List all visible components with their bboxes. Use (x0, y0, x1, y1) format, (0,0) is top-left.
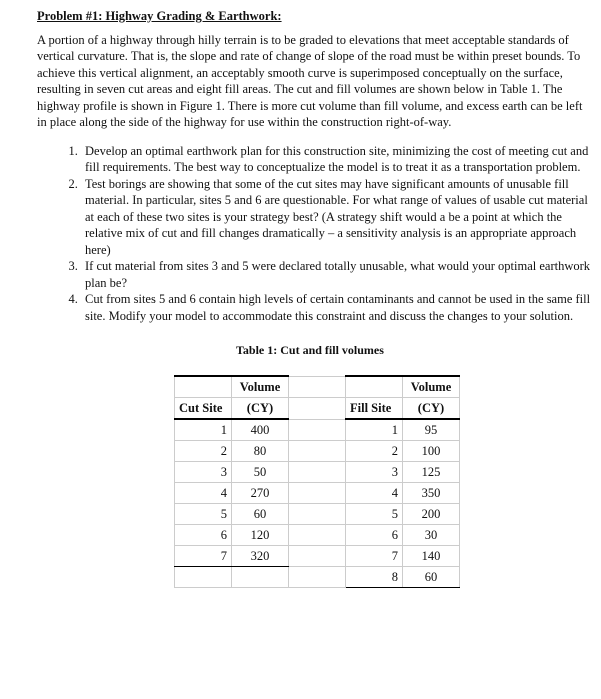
table-row (175, 483, 460, 504)
table-header-row (175, 398, 460, 420)
cut-site-cell (175, 567, 232, 588)
cut-volume-cell: 80 (232, 441, 289, 462)
fill-site-cell: 7 (346, 546, 403, 567)
question-list (37, 143, 593, 325)
fill-volume-cell: 125 (403, 462, 460, 483)
table-row (175, 567, 460, 588)
header-cell: Volume (403, 376, 460, 398)
cut-site-cell: 7 (175, 546, 232, 567)
cut-site-cell: 1 (175, 419, 232, 441)
cut-site-cell: 4 (175, 483, 232, 504)
fill-volume-cell: 60 (403, 567, 460, 588)
fill-site-cell: 3 (346, 462, 403, 483)
fill-volume-cell: 30 (403, 525, 460, 546)
fill-volume-cell: 350 (403, 483, 460, 504)
table-row (175, 525, 460, 546)
table-row (175, 546, 460, 567)
cut-volume-cell: 270 (232, 483, 289, 504)
cut-volume-cell: 60 (232, 504, 289, 525)
cut-site-cell: 6 (175, 525, 232, 546)
cut-volume-cell: 50 (232, 462, 289, 483)
gap-cell (289, 483, 346, 504)
gap-cell (289, 546, 346, 567)
cut-volume-cell (232, 567, 289, 588)
fill-volume-cell: 140 (403, 546, 460, 567)
fill-site-header: Fill Site (346, 398, 403, 420)
intro-paragraph: A portion of a highway through hilly terrain is to be graded to elevations that meet acceptable standards of vertical curvature. That is, the slope and rate of change of slope of the road must be within preset bounds. To achieve this vertical alignment, an acceptably smooth curve is superimposed conceptually on the surface, resulting in seven cut areas and eight fill areas. The cut and fill volumes are shown below in Table 1. The highway profile is shown in Figure 1. There is more cut volume than fill volume, and excess earth can be left in place along the side of the highway for use within the construction right-of-way. (37, 32, 583, 129)
fill-site-cell: 1 (346, 419, 403, 441)
question-item: 3. If cut material from sites 3 and 5 were declared totally unusable, what would your optimal earthwork plan be? (81, 258, 593, 291)
cut-site-cell: 3 (175, 462, 232, 483)
question-item: 1. Develop an optimal earthwork plan for this construction site, minimizing the cost of meeting cut and fill requirements. The best way to conceptualize the model is to treat it as a transportation problem. (81, 143, 593, 176)
gap-cell (289, 441, 346, 462)
fill-site-cell: 4 (346, 483, 403, 504)
fill-site-cell: 5 (346, 504, 403, 525)
table-row (175, 441, 460, 462)
fill-site-cell: 6 (346, 525, 403, 546)
header-cell: Volume (232, 376, 289, 398)
gap-cell (289, 504, 346, 525)
gap-cell (289, 567, 346, 588)
cut-site-cell: 5 (175, 504, 232, 525)
table-row (175, 504, 460, 525)
table-row (175, 462, 460, 483)
header-cell (175, 376, 232, 398)
header-cell (346, 376, 403, 398)
problem-title: Problem #1: Highway Grading & Earthwork: (37, 9, 282, 23)
table-header-row (175, 376, 460, 398)
fill-volume-cell: 95 (403, 419, 460, 441)
cut-site-cell: 2 (175, 441, 232, 462)
gap-cell (289, 376, 346, 398)
cut-fill-table (174, 375, 460, 588)
fill-volume-header: (CY) (403, 398, 460, 420)
cut-volume-cell: 400 (232, 419, 289, 441)
fill-site-cell: 2 (346, 441, 403, 462)
cut-volume-header: (CY) (232, 398, 289, 420)
fill-site-cell: 8 (346, 567, 403, 588)
gap-cell (289, 525, 346, 546)
question-item: 2. Test borings are showing that some of the cut sites may have significant amounts of unusable fill material. In particular, sites 5 and 6 are questionable. For what range of values of usable cut material at each of these two sites is your strategy best? (A strategy shift would a be a point at which the relative mix of cut and fill changes dramatically – a sensitivity analysis is an appropriate approach here) (81, 176, 593, 259)
cut-volume-cell: 320 (232, 546, 289, 567)
question-item: 4. Cut from sites 5 and 6 contain high levels of certain contaminants and cannot be used in the same fill site. Modify your model to accommodate this constraint and discuss the changes to your solution. (81, 291, 593, 324)
fill-volume-cell: 200 (403, 504, 460, 525)
cut-volume-cell: 120 (232, 525, 289, 546)
fill-volume-cell: 100 (403, 441, 460, 462)
table-row (175, 419, 460, 441)
gap-cell (289, 462, 346, 483)
table-caption: Table 1: Cut and fill volumes (236, 343, 384, 357)
document (37, 0, 593, 588)
gap-cell (289, 398, 346, 420)
gap-cell (289, 419, 346, 441)
cut-site-header: Cut Site (175, 398, 232, 420)
